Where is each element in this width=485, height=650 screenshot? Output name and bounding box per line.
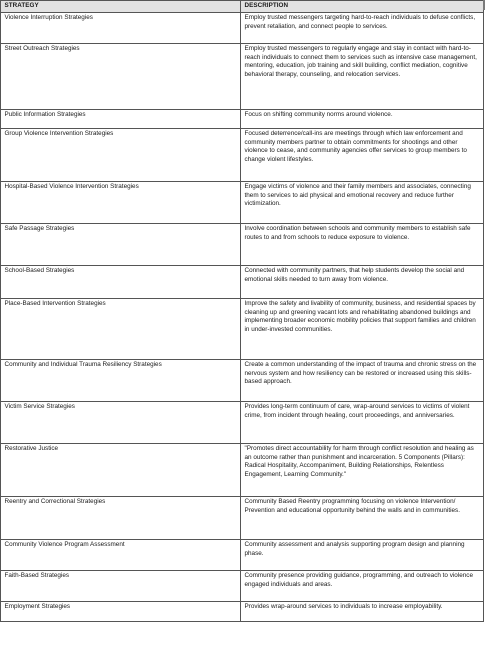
strategy-cell: Public Information Strategies bbox=[1, 110, 241, 129]
table-row bbox=[1, 110, 484, 129]
description-cell: "Promotes direct accountability for harm through conflict resolution and healing as an outcome rather than punishment and incarceration. 5 Components (Pillars): Radical Hospitality, Accompaniment, Building Relationships, Relentless Engagement, Learning Community." bbox=[241, 444, 484, 497]
strategy-cell: Street Outreach Strategies bbox=[1, 44, 241, 110]
description-cell: Provides long-term continuum of care, wrap-around services to victims of violent crime, from incident through healing, court proceedings, and anniversaries. bbox=[241, 402, 484, 444]
table-row bbox=[1, 540, 484, 571]
table-row bbox=[1, 571, 484, 602]
strategy-cell: Community and Individual Trauma Resiliency Strategies bbox=[1, 360, 241, 402]
strategy-cell: Reentry and Correctional Strategies bbox=[1, 497, 241, 540]
strategy-cell: Place-Based Intervention Strategies bbox=[1, 299, 241, 360]
table-row bbox=[1, 224, 484, 266]
description-cell: Involve coordination between schools and community members to establish safe routes to and from schools to reduce exposure to violence. bbox=[241, 224, 484, 266]
strategy-cell: School-Based Strategies bbox=[1, 266, 241, 299]
strategy-column-header: STRATEGY bbox=[1, 1, 241, 13]
table-row bbox=[1, 497, 484, 540]
strategy-cell: Violence Interruption Strategies bbox=[1, 13, 241, 44]
description-cell: Employ trusted messengers targeting hard-to-reach individuals to defuse conflicts, prevent retaliation, and connect people to services. bbox=[241, 13, 484, 44]
table-row bbox=[1, 129, 484, 182]
table-row bbox=[1, 602, 484, 622]
description-cell: Community Based Reentry programming focusing on violence Intervention/ Prevention and educational opportunity behind the walls and in communities. bbox=[241, 497, 484, 540]
strategy-cell: Safe Passage Strategies bbox=[1, 224, 241, 266]
description-cell: Focused deterrence/call-ins are meetings through which law enforcement and community members partner to obtain commitments for shootings and other violence to cease, and community agencies offer services to group members to change violent lifestyles. bbox=[241, 129, 484, 182]
description-cell: Employ trusted messengers to regularly engage and stay in contact with hard-to-reach individuals to connect them to services such as intensive case management, mentoring, education, job training and skill building, conflict mediation, cognitive behavioral therapy, counseling, and relocation services. bbox=[241, 44, 484, 110]
description-cell: Focus on shifting community norms around violence. bbox=[241, 110, 484, 129]
strategy-cell: Hospital-Based Violence Intervention Strategies bbox=[1, 182, 241, 224]
description-cell: Engage victims of violence and their family members and associates, connecting them to services to aid physical and emotional recovery and reduce further victimization. bbox=[241, 182, 484, 224]
table-row bbox=[1, 299, 484, 360]
table-row bbox=[1, 360, 484, 402]
description-column-header: DESCRIPTION bbox=[241, 1, 484, 13]
description-cell: Improve the safety and livability of community, business, and residential spaces by cleaning up and greening vacant lots and rehabilitating abandoned buildings and implementing broader economic mobility policies that support families and children in under-invested communities. bbox=[241, 299, 484, 360]
table-header-row bbox=[1, 1, 484, 13]
description-cell: Connected with community partners, that help students develop the social and emotional skills needed to turn away from violence. bbox=[241, 266, 484, 299]
description-cell: Community presence providing guidance, programming, and outreach to violence engaged individuals and areas. bbox=[241, 571, 484, 602]
description-cell: Create a common understanding of the impact of trauma and chronic stress on the nervous system and how resiliency can be restored or increased using this skills-based approach. bbox=[241, 360, 484, 402]
table-row bbox=[1, 402, 484, 444]
table-row bbox=[1, 182, 484, 224]
table-row bbox=[1, 266, 484, 299]
strategy-cell: Restorative Justice bbox=[1, 444, 241, 497]
strategy-cell: Victim Service Strategies bbox=[1, 402, 241, 444]
description-cell: Provides wrap-around services to individuals to increase employability. bbox=[241, 602, 484, 622]
strategy-cell: Faith-Based Strategies bbox=[1, 571, 241, 602]
strategy-cell: Employment Strategies bbox=[1, 602, 241, 622]
table-row bbox=[1, 44, 484, 110]
table-row bbox=[1, 13, 484, 44]
description-cell: Community assessment and analysis supporting program design and planning phase. bbox=[241, 540, 484, 571]
strategy-cell: Community Violence Program Assessment bbox=[1, 540, 241, 571]
table-row bbox=[1, 444, 484, 497]
strategy-cell: Group Violence Intervention Strategies bbox=[1, 129, 241, 182]
